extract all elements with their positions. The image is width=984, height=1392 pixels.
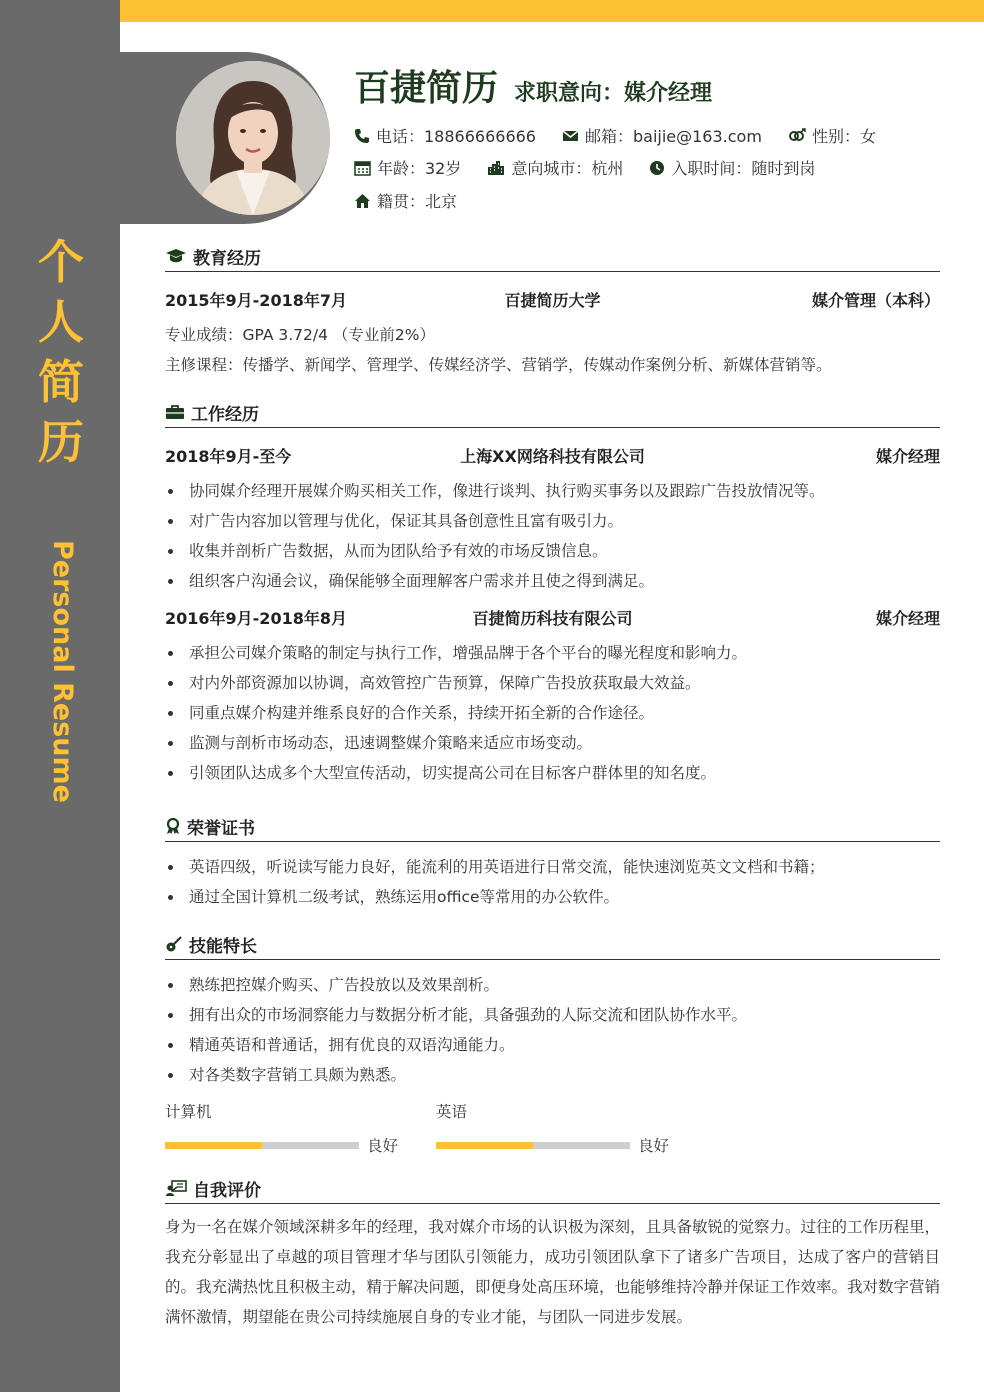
list-item: 对内外部资源加以协调，高效管控广告预算，保障广告投放获取最大效益。 [165, 668, 940, 698]
sidebar-title-char: 人 [38, 295, 84, 349]
city-info: 意向城市：杭州 [487, 156, 623, 179]
education-major: 媒介管理（本科） [811, 290, 940, 310]
gender-icon [788, 128, 806, 144]
skill-bar-english [436, 1100, 676, 1156]
skill-bar-fill [436, 1142, 533, 1149]
education-courses: 主修课程：传播学、新闻学、管理学、传媒经济学、营销学，传媒动作案例分析、新媒体营销等。 [165, 356, 832, 374]
job-period: 2018年9月-至今 [165, 446, 292, 466]
list-item: 精通英语和普通话，拥有优良的双语沟通能力。 [165, 1030, 940, 1060]
header-title [354, 60, 712, 108]
list-item: 拥有出众的市场洞察能力与数据分析才能，具备强劲的人际交流和团队协作水平。 [165, 1000, 940, 1030]
education-heading: 教育经历 [165, 241, 940, 272]
job-role: 媒介经理 [875, 446, 940, 466]
phone-info: 电话：18866666666 [354, 124, 536, 147]
self-eval-heading: 自我评价 [165, 1173, 940, 1204]
contact-row-3 [354, 189, 483, 212]
skill-name: 计算机 [165, 1103, 212, 1121]
list-item: 对广告内容加以管理与优化，保证其具备创意性且富有吸引力。 [165, 506, 940, 536]
skill-name: 英语 [436, 1103, 468, 1121]
skills-list [165, 970, 940, 1090]
skills-heading: 技能特长 [165, 929, 940, 960]
list-item: 承担公司媒介策略的制定与执行工作，增强品牌于各个平台的曝光程度和影响力。 [165, 638, 940, 668]
avatar [176, 61, 330, 215]
honors-heading: 荣誉证书 [165, 811, 940, 842]
briefcase-icon [165, 404, 185, 420]
education-gpa: 专业成绩：GPA 3.72/4 （专业前2%） [165, 326, 436, 344]
start-info: 入职时间：随时到岗 [649, 156, 815, 179]
contact-row-1 [354, 124, 902, 147]
home-icon [354, 193, 371, 209]
job-intent: 求职意向：媒介经理 [514, 81, 713, 106]
email-info: 邮箱：baijie@163.com [562, 124, 762, 147]
age-info: 年龄：32岁 [354, 156, 461, 179]
gender-info: 性别：女 [788, 124, 876, 147]
sidebar-title-char: 简 [38, 355, 84, 409]
honors-list [165, 852, 940, 912]
education-school: 百捷简历大学 [504, 290, 601, 310]
list-item: 对各类数字营销工具颇为熟悉。 [165, 1060, 940, 1090]
contact-row-2 [354, 156, 841, 179]
presentation-icon [165, 1180, 187, 1197]
sidebar-title [36, 232, 86, 472]
list-item: 通过全国计算机二级考试，熟练运用office等常用的办公软件。 [165, 882, 940, 912]
skill-level: 良好 [638, 1137, 670, 1155]
guitar-icon [165, 936, 183, 953]
skill-bar-track [165, 1142, 359, 1149]
list-item: 熟练把控媒介购买、广告投放以及效果剖析。 [165, 970, 940, 1000]
calendar-icon [354, 160, 371, 176]
skill-bar-fill [165, 1142, 262, 1149]
list-item: 监测与剖析市场动态，迅速调整媒介策略来适应市场变动。 [165, 728, 940, 758]
job-row [165, 440, 940, 470]
job-company: 上海XX网络科技有限公司 [460, 446, 645, 466]
education-row [165, 284, 940, 314]
building-icon [487, 160, 505, 176]
clock-icon [649, 160, 665, 176]
job-period: 2016年9月-2018年8月 [165, 608, 347, 628]
top-accent-bar [120, 0, 984, 22]
sidebar-subtitle [40, 540, 80, 803]
education-period: 2015年9月-2018年7月 [165, 290, 347, 310]
list-item: 协同媒介经理开展媒介购买相关工作，像进行谈判、执行购买事务以及跟踪广告投放情况等。 [165, 476, 940, 506]
sidebar [0, 0, 120, 1392]
graduation-cap-icon [165, 248, 187, 264]
list-item: 同重点媒介构建并维系良好的合作关系，持续开拓全新的合作途径。 [165, 698, 940, 728]
honors-section [165, 811, 940, 912]
skill-bar-track [436, 1142, 630, 1149]
work-section [165, 397, 940, 788]
job-duties [165, 476, 940, 596]
list-item: 引领团队达成多个大型宣传活动，切实提高公司在目标客户群体里的知名度。 [165, 758, 940, 788]
list-item: 组织客户沟通会议，确保能够全面理解客户需求并且使之得到满足。 [165, 566, 940, 596]
job-duties [165, 638, 940, 788]
origin-info: 籍贯：北京 [354, 189, 457, 212]
mail-icon [562, 129, 579, 143]
sidebar-title-char: 历 [38, 415, 84, 469]
skill-level: 良好 [367, 1137, 399, 1155]
sidebar-subtitle-text: Personal Resume [47, 540, 78, 803]
list-item: 英语四级，听说读写能力良好，能流利的用英语进行日常交流，能快速浏览英文文档和书籍； [165, 852, 940, 882]
job-role: 媒介经理 [875, 608, 940, 628]
education-section [165, 241, 940, 380]
job-row [165, 602, 940, 632]
work-heading: 工作经历 [165, 397, 940, 428]
award-icon [165, 818, 181, 835]
candidate-name: 百捷简历 [354, 68, 499, 109]
phone-icon [354, 128, 370, 144]
sidebar-title-char: 个 [38, 235, 84, 289]
self-eval-section [165, 1173, 940, 1332]
self-eval-text: 身为一名在媒介领域深耕多年的经理，我对媒介市场的认识极为深刻，且具备敏锐的觉察力。过往的工作历程里，我充分彰显出了卓越的项目管理才华与团队引领能力，成功引领团队拿下了诸多广告项目，达成了客户的营销目的。我充满热忱且积极主动，精于解决问题，即便身处高压环境，也能够维持冷静并保证工作效率。我对数字营销满怀激情，期望能在贵公司持续施展自身的专业才能，与团队一同进步发展。 [165, 1218, 941, 1326]
list-item: 收集并剖析广告数据，从而为团队给予有效的市场反馈信息。 [165, 536, 940, 566]
skills-section [165, 929, 940, 1090]
job-company: 百捷简历科技有限公司 [472, 608, 633, 628]
skill-bar-computer [165, 1100, 405, 1156]
